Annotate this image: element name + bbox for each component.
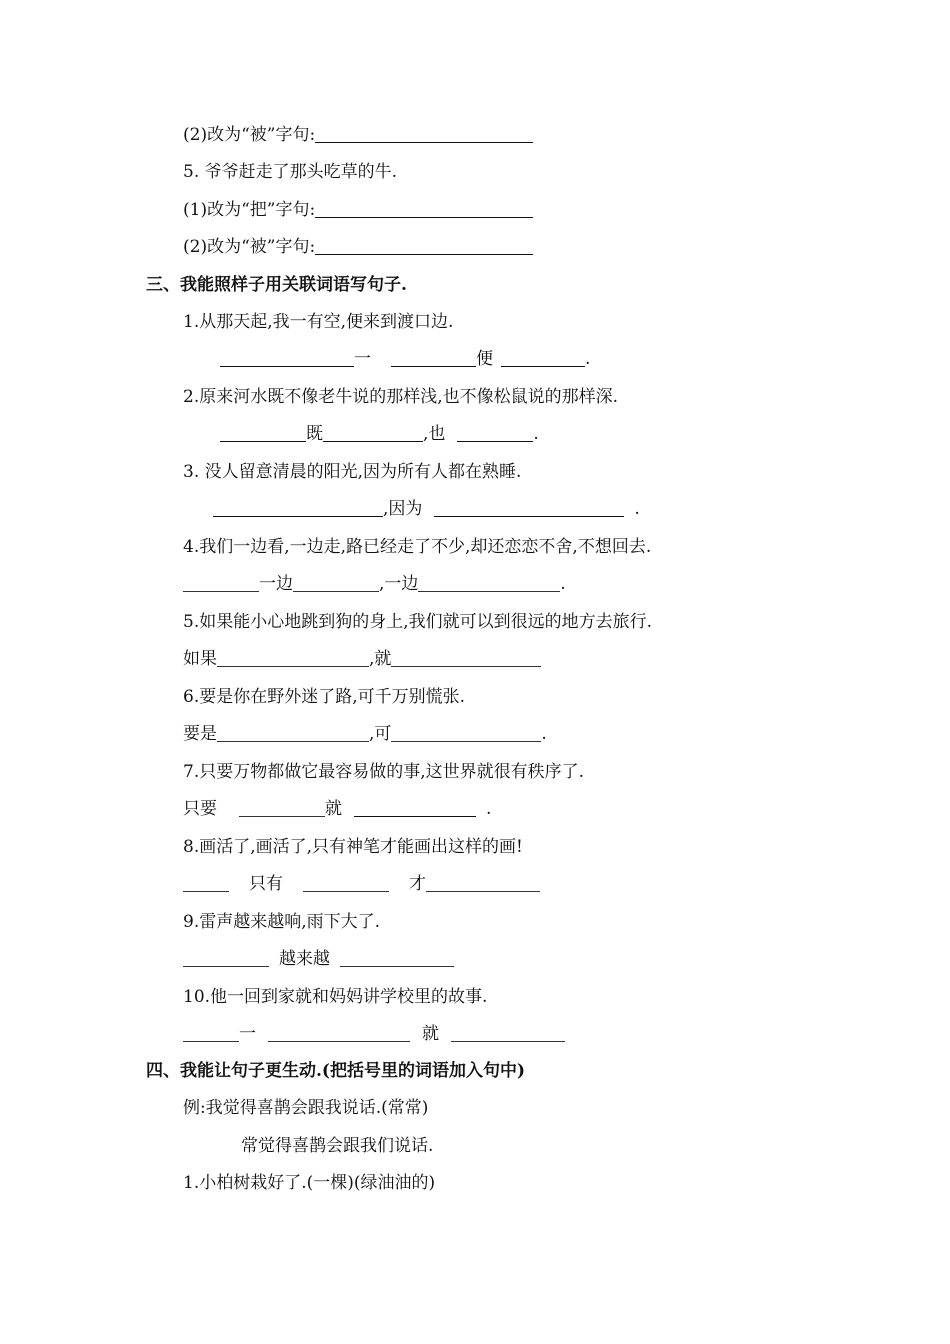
item4-bei-row [183,123,533,147]
sec3-item8-answer [183,872,540,896]
answer-blank[interactable] [239,800,325,817]
sec3-item3-sentence: 3. 没人留意清晨的阳光,因为所有人都在熟睡. [183,462,522,482]
item5-ba-row [183,198,533,222]
answer-blank[interactable] [217,650,369,667]
sec3-item5-answer [183,647,541,671]
connective-word: 越来越 [279,949,330,969]
sec3-item6-answer [183,722,547,746]
answer-blank[interactable] [418,575,560,592]
answer-blank[interactable] [501,350,585,367]
answer-blank[interactable] [217,725,369,742]
sec3-item4-sentence: 4.我们一边看,一边走,路已经走了不少,却还恋恋不舍,不想回去. [183,537,652,557]
end-mark: . [533,424,539,444]
item5-sentence: 5. 爷爷赶走了那头吃草的牛. [183,162,398,182]
answer-blank[interactable] [220,425,306,442]
answer-blank[interactable] [354,800,476,817]
section-4-heading: 四、我能让句子更生动.(把括号里的词语加入句中) [146,1061,526,1081]
sec4-item1: 1.小柏树栽好了.(一棵)(绿油油的) [183,1173,436,1193]
sec3-item1-sentence: 1.从那天起,我一有空,便来到渡口边. [183,312,454,332]
connective-word: 一 [239,1024,256,1044]
answer-blank[interactable] [183,1025,239,1042]
sec3-item9-sentence: 9.雷声越来越响,雨下大了. [183,912,381,932]
sec3-item10-sentence: 10.他一回到家就和妈妈讲学校里的故事. [183,987,488,1007]
sec3-item10-answer [183,1022,565,1046]
connective-word: 才 [409,874,426,894]
answer-blank[interactable] [451,1025,565,1042]
connective-word: 一边 [259,574,293,594]
answer-blank[interactable] [391,725,541,742]
answer-blank[interactable] [391,650,541,667]
connective-word: 要是 [183,724,217,744]
answer-blank[interactable] [303,875,389,892]
answer-blank[interactable] [293,575,379,592]
answer-blank[interactable] [391,350,476,367]
answer-blank[interactable] [457,425,533,442]
answer-blank[interactable] [183,875,229,892]
sec3-item2-answer [220,422,539,446]
connective-word: ,因为 [383,499,423,519]
sec3-item4-answer [183,572,566,596]
connective-word: 如果 [183,649,217,669]
sec3-item5-sentence: 5.如果能小心地跳到狗的身上,我们就可以到很远的地方去旅行. [183,612,653,632]
sec3-item7-sentence: 7.只要万物都做它最容易做的事,这世界就很有秩序了. [183,762,585,782]
end-mark: . [486,799,492,819]
connective-word: 只要 [183,799,217,819]
end-mark: . [634,499,640,519]
item5-bei-row [183,235,533,259]
connective-word: ,一边 [379,574,419,594]
sec3-item2-sentence: 2.原来河水既不像老牛说的那样浅,也不像松鼠说的那样深. [183,387,619,407]
sec3-item3-answer [213,497,640,521]
section-3-heading: 三、我能照样子用关联词语写句子. [146,275,407,295]
connective-word: 只有 [249,874,283,894]
answer-blank[interactable] [315,126,533,143]
connective-word: 一 [354,349,371,369]
answer-blank[interactable] [323,425,423,442]
connective-word: 就 [422,1024,439,1044]
end-mark: . [560,574,566,594]
connective-word: 就 [325,799,342,819]
sec3-item1-answer [220,347,590,371]
item5-ba-label: (1)改为“把”字句: [183,200,316,220]
sec3-item6-sentence: 6.要是你在野外迷了路,可千万别慌张. [183,687,466,707]
sec4-example: 例:我觉得喜鹊会跟我说话.(常常) [183,1098,429,1118]
answer-blank[interactable] [183,950,269,967]
answer-blank[interactable] [315,238,533,255]
sec3-item9-answer [183,947,454,971]
answer-blank[interactable] [268,1025,410,1042]
answer-blank[interactable] [315,201,533,218]
answer-blank[interactable] [183,575,259,592]
connective-word: ,也 [423,424,446,444]
sec4-example-answer: 常觉得喜鹊会跟我们说话. [241,1136,434,1156]
connective-word: 既 [306,424,323,444]
answer-blank[interactable] [220,350,354,367]
item4-bei-label: (2)改为“被”字句: [183,125,316,145]
answer-blank[interactable] [213,500,383,517]
answer-blank[interactable] [340,950,454,967]
connective-word: ,可 [369,724,392,744]
sec3-item8-sentence: 8.画活了,画活了,只有神笔才能画出这样的画! [183,837,523,857]
end-mark: . [585,349,591,369]
answer-blank[interactable] [434,500,624,517]
sec3-item7-answer [183,797,491,821]
connective-word: ,就 [369,649,392,669]
item5-bei-label: (2)改为“被”字句: [183,237,316,257]
end-mark: . [541,724,547,744]
answer-blank[interactable] [426,875,540,892]
connective-word: 便 [476,349,493,369]
